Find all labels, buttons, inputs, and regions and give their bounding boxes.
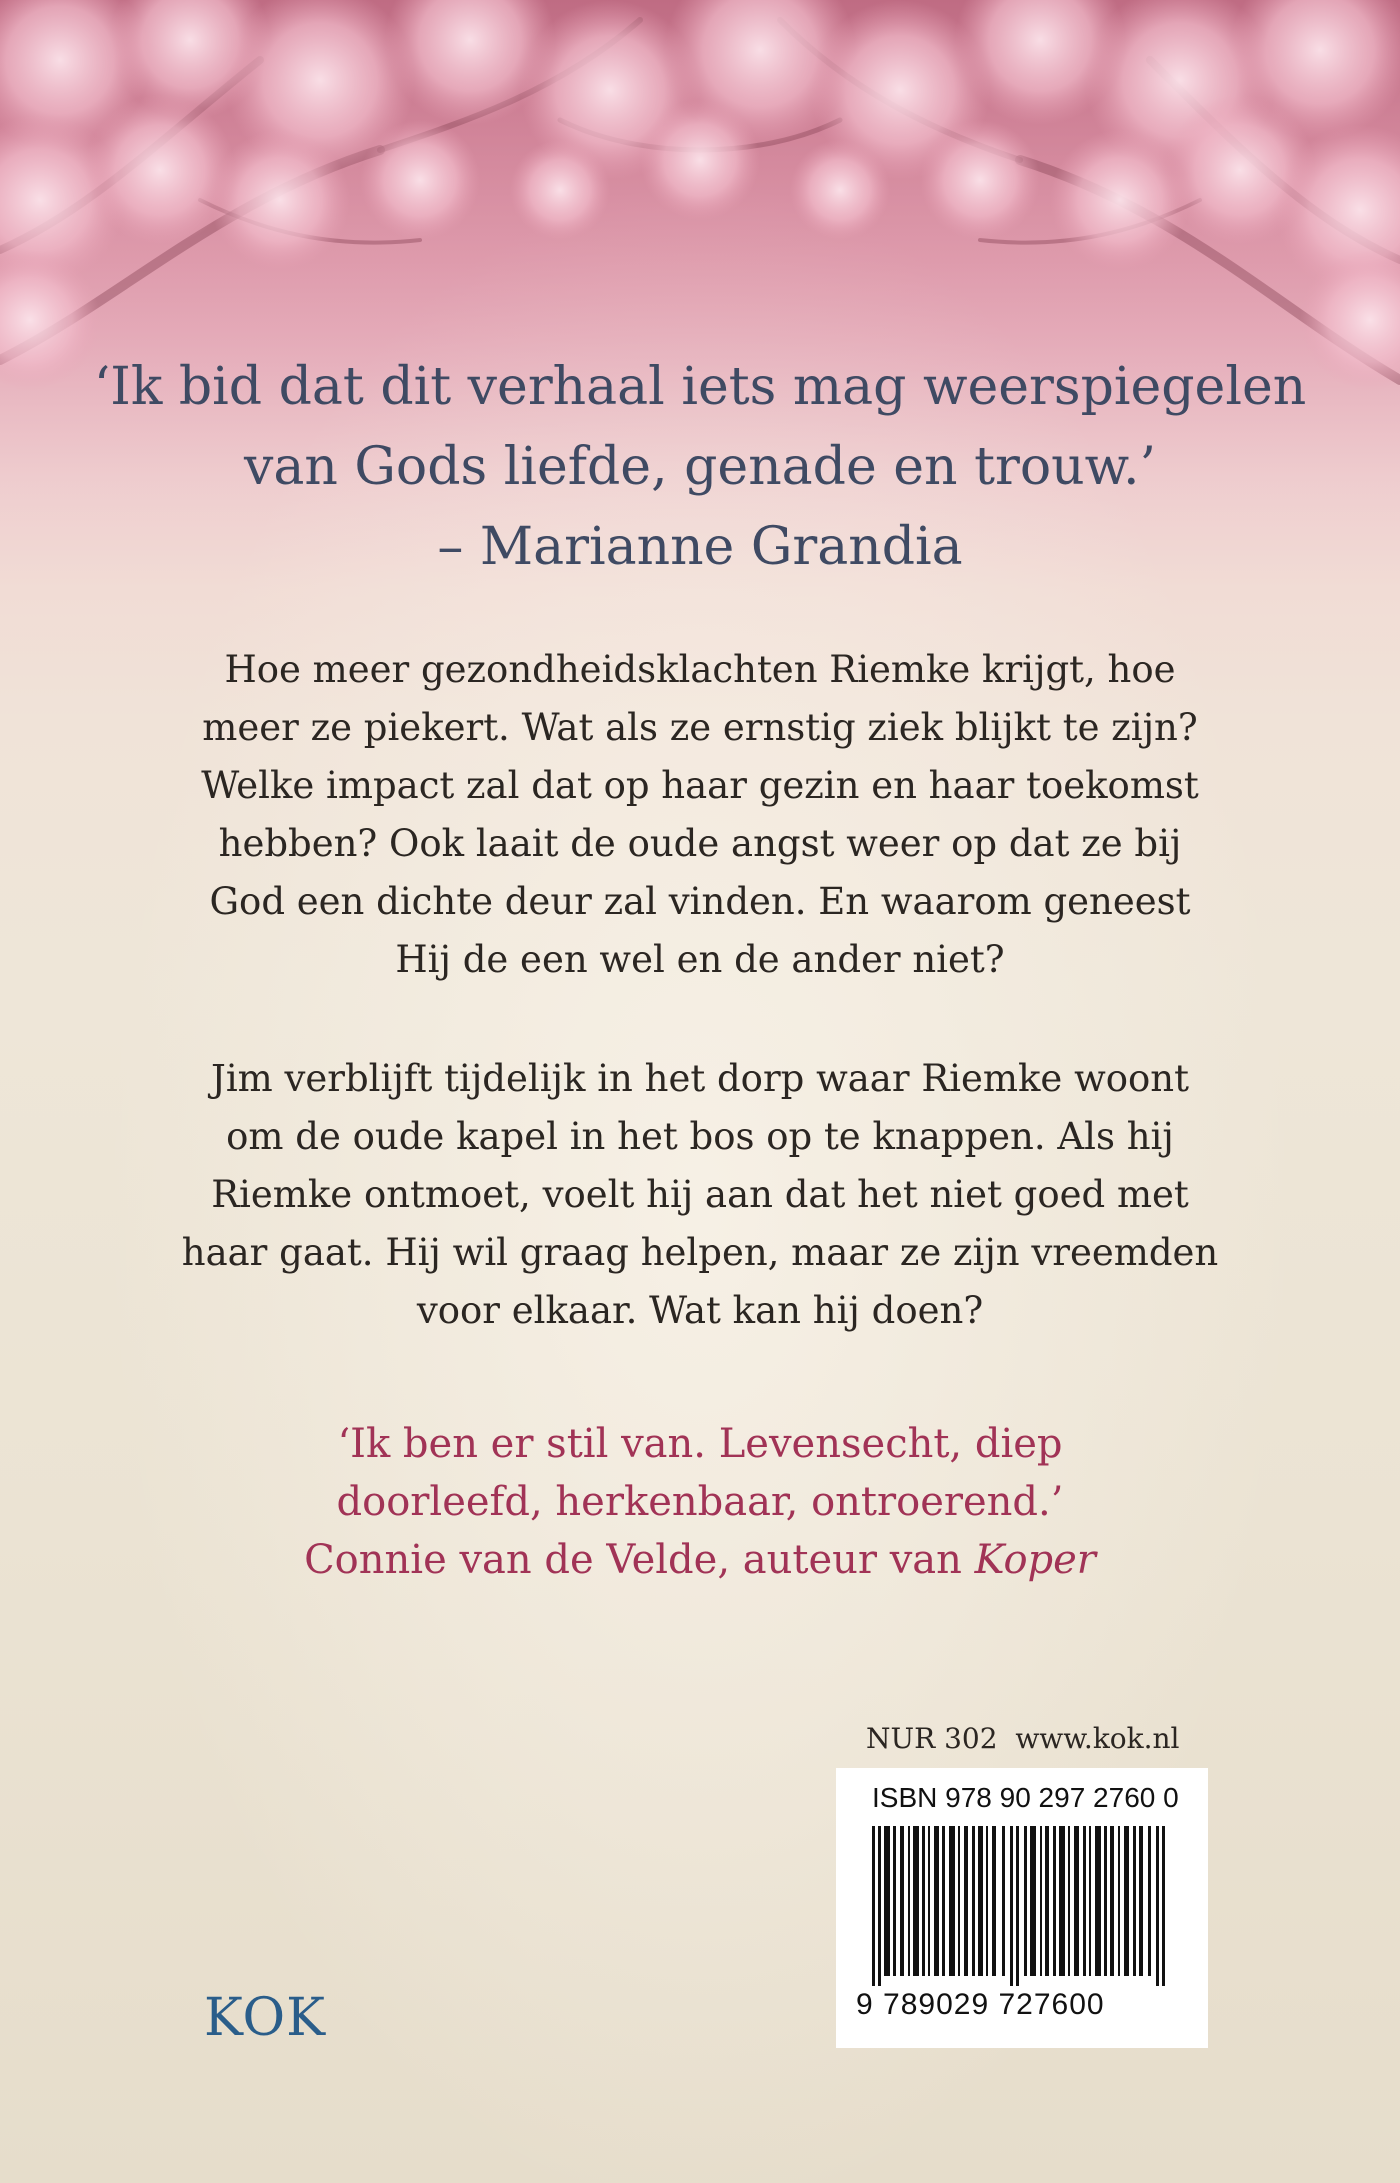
- review-author: [0, 1531, 1400, 1589]
- nur-and-website: [866, 1722, 1180, 1755]
- publisher-logo: KOK: [204, 1988, 326, 2048]
- nur-code: NUR 302: [866, 1722, 998, 1755]
- review-line-1: ‘Ik ben er stil van. Levensecht, diep: [337, 1421, 1063, 1467]
- blurb-line: om de oude kapel in het bos op te knappen. Als hij: [226, 1115, 1174, 1158]
- blurb-line: Welke impact zal dat op haar gezin en haar toekomst: [201, 764, 1199, 807]
- review-author-name: Connie van de Velde, auteur van: [304, 1537, 975, 1583]
- review-line-2: doorleefd, herkenbaar, ontroerend.’: [336, 1479, 1064, 1525]
- blurb-line: meer ze piekert. Wat als ze ernstig ziek blijkt te zijn?: [202, 706, 1198, 749]
- blurb-line: Riemke ontmoet, voelt hij aan dat het niet goed met: [211, 1173, 1189, 1216]
- blurb-line: Jim verblijft tijdelijk in het dorp waar Riemke woont: [210, 1057, 1189, 1100]
- quote-line-1: ‘Ik bid dat dit verhaal iets mag weerspiegelen: [93, 357, 1307, 417]
- quote-line-2: van Gods liefde, genade en trouw.’: [243, 437, 1157, 497]
- blurb-line: voor elkaar. Wat kan hij doen?: [416, 1289, 984, 1332]
- blurb-line: God een dichte deur zal vinden. En waarom geneest: [209, 880, 1191, 923]
- blurb-line: haar gaat. Hij wil graag helpen, maar ze zijn vreemden: [181, 1231, 1219, 1274]
- isbn-number: ISBN 978 90 297 2760 0: [872, 1782, 1179, 1813]
- blurb-line: hebben? Ook laait de oude angst weer op dat ze bij: [218, 822, 1182, 865]
- barcode-digits: 9 789029 727600: [856, 1988, 1105, 2021]
- blurb-line: Hoe meer gezondheidsklachten Riemke krijgt, hoe: [224, 648, 1176, 691]
- blurb-line: Hij de een wel en de ander niet?: [395, 938, 1005, 981]
- review-book-title: Koper: [974, 1537, 1096, 1583]
- website-link: www.kok.nl: [1015, 1722, 1180, 1755]
- isbn-barcode: [836, 1768, 1208, 2048]
- quote-attribution: – Marianne Grandia: [437, 517, 963, 577]
- barcode-bars: [872, 1826, 1172, 1986]
